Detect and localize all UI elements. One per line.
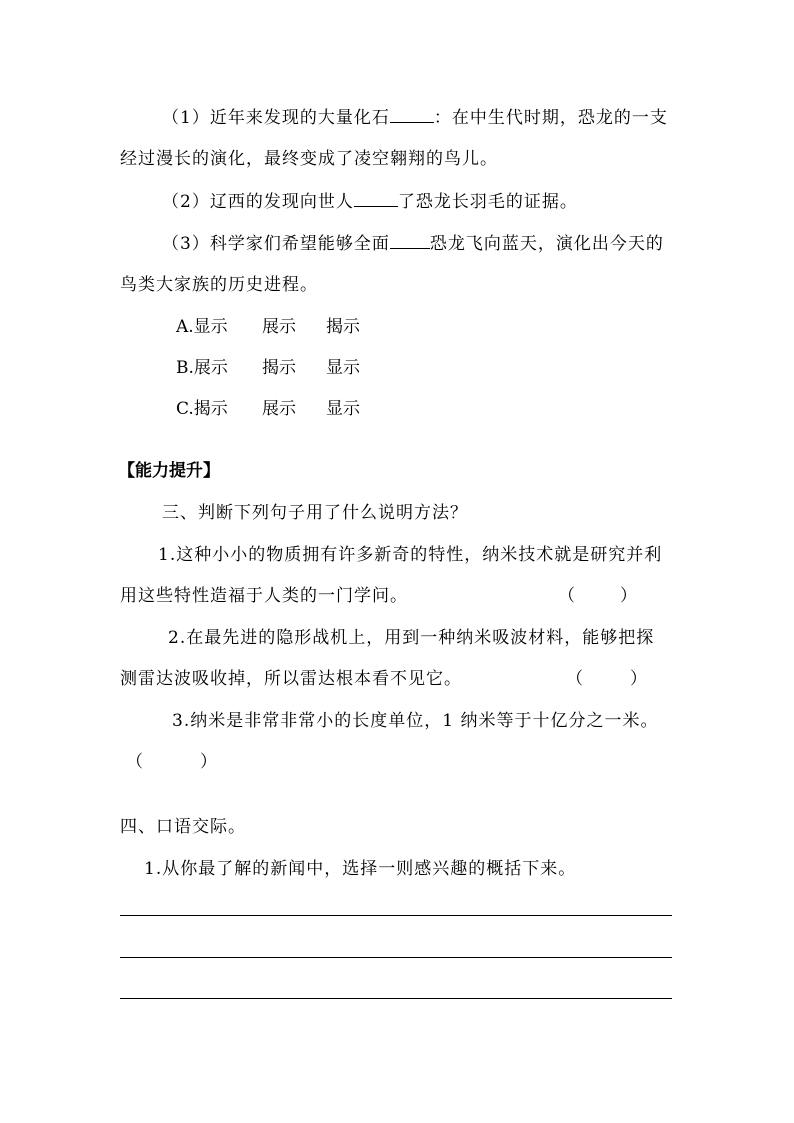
q1-line2: 经过漫长的演化，最终变成了凌空翱翔的鸟儿。	[120, 149, 498, 169]
part3-item2-line1: 2.在最先进的隐形战机上，用到一种纳米吸波材料，能够把探	[168, 628, 655, 648]
q3-line2: 鸟类大家族的历史进程。	[120, 275, 318, 295]
q3-text-end: 恐龙飞向蓝天，演化出今天的	[429, 234, 664, 254]
part3-item3-line1: 3.纳米是非常非常小的长度单位，1 纳米等于十亿分之一米。	[172, 711, 659, 731]
q2-line	[162, 190, 578, 213]
section-heading: 【能力提升】	[118, 461, 220, 481]
part4-item1: 1.从你最了解的新闻中，选择一则感兴趣的概括下来。	[144, 859, 577, 879]
option-a[interactable]	[176, 316, 390, 338]
answer-line-1[interactable]	[120, 915, 672, 916]
part3-item1-answer-open: （	[558, 586, 575, 606]
part3-item2-line2: 测雷达波吸收掉，所以雷达根本看不见它。	[120, 669, 462, 689]
option-c-label: C.揭示	[176, 399, 228, 419]
option-b-item-1: 揭示	[262, 358, 296, 378]
option-c-item-1: 展示	[262, 399, 296, 419]
q1-blank[interactable]	[390, 106, 434, 123]
option-a-item-2: 揭示	[326, 317, 360, 337]
q1-text-start: （1）近年来发现的大量化石	[162, 108, 390, 128]
q1-line1	[162, 106, 668, 129]
option-a-label: A.显示	[176, 317, 228, 337]
q2-blank[interactable]	[354, 190, 398, 207]
q3-blank[interactable]	[390, 232, 430, 249]
part3-title: 三、判断下列句子用了什么说明方法？	[162, 503, 468, 523]
part3-item3-answer-close: ）	[200, 752, 217, 772]
part3-item2-answer-close: ）	[630, 669, 647, 689]
option-c-item-2: 显示	[326, 399, 360, 419]
option-b-item-2: 显示	[326, 358, 360, 378]
q2-text-end: 了恐龙长羽毛的证据。	[397, 192, 578, 212]
option-b-label: B.展示	[176, 358, 228, 378]
q2-text-start: （2）辽西的发现向世人	[162, 192, 354, 212]
q3-line1	[162, 232, 664, 255]
part3-item1-answer-close: ）	[620, 586, 637, 606]
q1-text-end: ：在中生代时期，恐龙的一支	[433, 108, 668, 128]
q3-text-start: （3）科学家们希望能够全面	[162, 234, 390, 254]
answer-line-2[interactable]	[120, 957, 672, 958]
part3-item2-answer-open: （	[566, 669, 583, 689]
option-a-item-1: 展示	[262, 317, 296, 337]
option-b[interactable]	[176, 357, 390, 379]
answer-line-3[interactable]	[120, 998, 672, 999]
part3-item3-answer-open: （	[126, 752, 143, 772]
option-c[interactable]	[176, 398, 390, 420]
part3-item1-line1: 1.这种小小的物质拥有许多新奇的特性，纳米技术就是研究并利	[158, 545, 663, 565]
part3-item1-line2: 用这些特性造福于人类的一门学问。	[120, 586, 408, 606]
part4-title: 四、口语交际。	[120, 817, 246, 837]
